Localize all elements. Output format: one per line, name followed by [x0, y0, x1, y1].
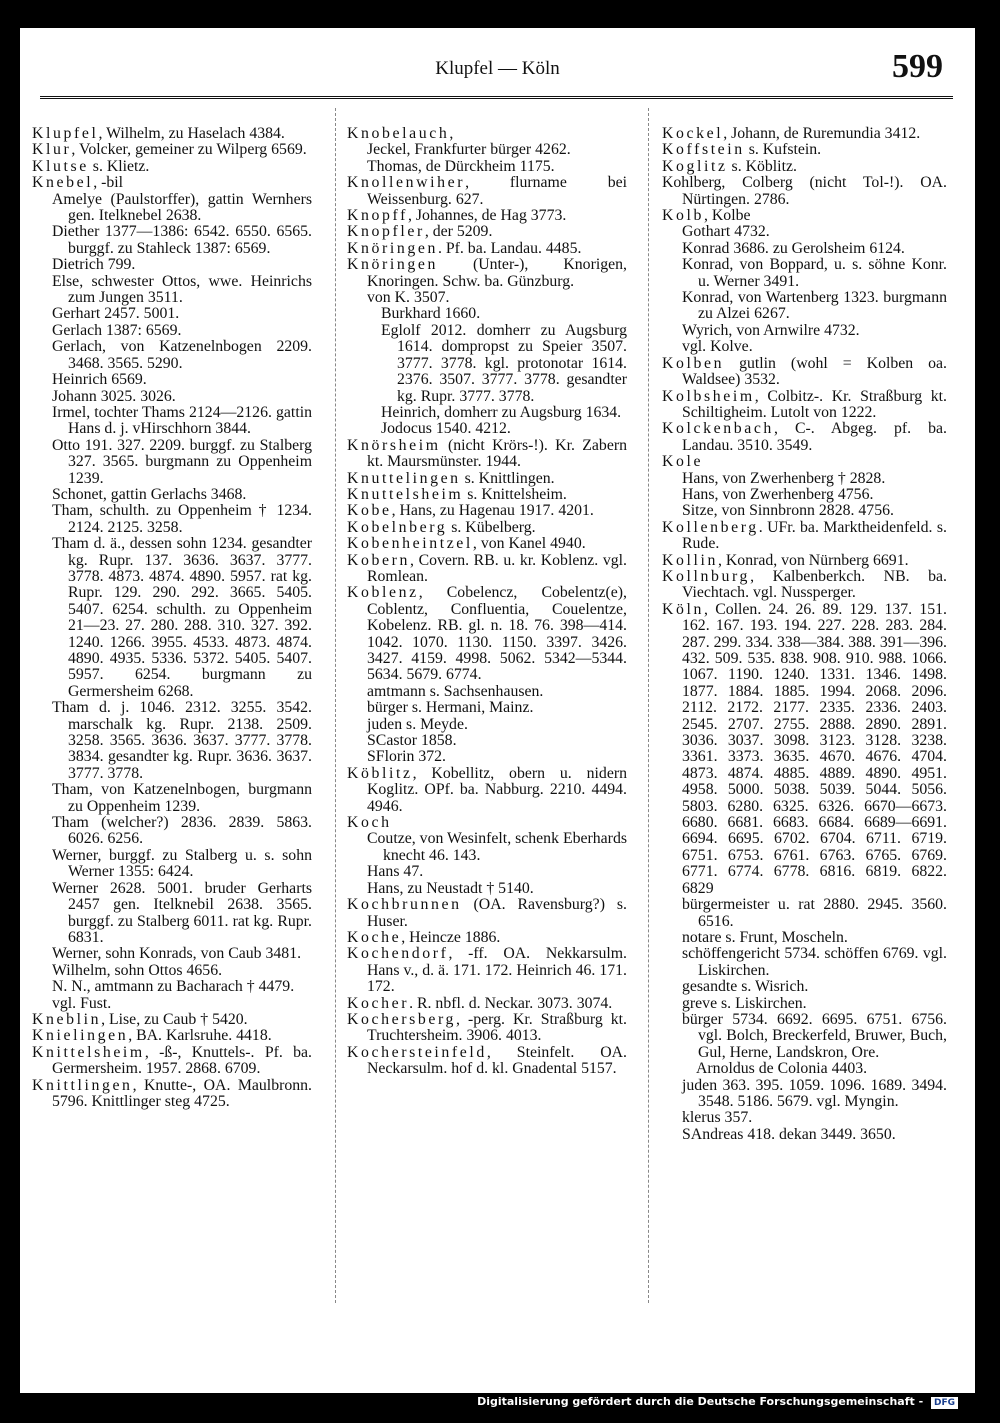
footer-text: Digitalisierung gefördert durch die Deutsche Forschungsgemeinschaft - [477, 1395, 924, 1408]
index-entry [347, 815, 627, 831]
index-entry [32, 946, 312, 962]
index-entry [662, 1127, 947, 1143]
entry-text: Schonet, gattin Gerlachs 3468. [52, 485, 247, 503]
index-entry [662, 1078, 947, 1111]
entry-text: Tham d. ä., dessen sohn 1234. gesandter kg. Rupr. 137. 3636. 3637. 3777. 3778. 4873. 4874. 4890. 5957. rat kg. Rupr. 129. 290. 292. 3665. 5405. 5407. 6254. schulth. zu Oppenheim 21—23. 27. 280. 288. 310. 327. 392. 1240. 1266. 3955. 4533. 4873. 4874. 4890. 4935. 5336. 5372. 5405. 5407. 5957. 6254. burgmann zu Germersheim 6268. [52, 535, 312, 700]
index-entry [662, 257, 947, 290]
entry-text: Dietrich 799. [52, 256, 136, 274]
entry-keyword: Knobelauch [347, 125, 450, 142]
index-entry [662, 339, 947, 355]
index-entry [662, 520, 947, 553]
index-entry [662, 356, 947, 389]
entry-keyword: Kochersteinfeld [347, 1043, 487, 1061]
index-entry [347, 405, 627, 421]
index-entry [32, 1012, 312, 1028]
index-entry [32, 1078, 312, 1111]
entry-text: klerus 357. [682, 1109, 753, 1127]
index-entry [347, 930, 627, 946]
entry-text: s. Kübelberg. [447, 518, 536, 536]
index-entry [32, 126, 312, 142]
entry-keyword: Kolbsheim [662, 387, 755, 405]
index-entry [347, 175, 627, 208]
entry-text: (OA. Ravensburg?) s. Huser. [367, 896, 627, 930]
entry-text: Amelye (Paulstorffer), gattin Wernhers gen. Itelknebel 2638. [52, 190, 312, 225]
entry-text: , Volcker, gemeiner zu Wilperg 6569. [71, 141, 307, 159]
entry-text: Tham (welcher?) 2836. 2839. 5863. 6026. 6256. [52, 814, 312, 848]
index-entry [347, 323, 627, 405]
index-entry [32, 881, 312, 947]
index-entry [347, 700, 627, 716]
entry-text: Werner, sohn Konrads, von Caub 3481. [52, 945, 302, 963]
entry-text: , -bil [93, 174, 124, 192]
entry-text: Thomas, de Dürckheim 1175. [367, 157, 555, 175]
index-entry [347, 438, 627, 471]
entry-text: , Steinfelt. OA. Neckarsulm. hof d. kl. Gnadental 5157. [367, 1043, 627, 1078]
entry-text: , C-. Abgeg. pf. ba. Landau. 3510. 3549. [682, 420, 947, 454]
entry-keyword: Klutse [32, 157, 89, 175]
column-separator [648, 108, 649, 1303]
entry-keyword: Kolckenbach [662, 420, 774, 438]
index-entry [662, 421, 947, 454]
entry-text: von K. 3507. [367, 289, 450, 307]
index-entry [32, 339, 312, 372]
entry-keyword: Knopfler [347, 223, 425, 241]
entry-text: , Kalbenberkch. NB. ba. Viechtach. vgl. Nussperger. [682, 567, 947, 602]
entry-text: Otto 191. 327. 2209. burggf. zu Stalberg 327. 3565. burgmann zu Oppenheim 1239. [52, 436, 312, 487]
entry-text: gutlin (wohl = Kolben oa. Waldsee) 3532. [682, 354, 947, 389]
entry-text: , der 5209. [424, 223, 493, 241]
entry-keyword: Koffstein [662, 141, 745, 159]
index-entry [662, 241, 947, 257]
page-number: 599 [892, 48, 943, 85]
index-entry [347, 536, 627, 552]
index-entry [662, 323, 947, 339]
index-entry [347, 503, 627, 519]
index-entry [32, 963, 312, 979]
entry-text: , Johann, de Ruremundia 3412. [723, 125, 921, 142]
index-entry [347, 733, 627, 749]
entry-keyword: Knuttelsheim [347, 485, 464, 503]
entry-keyword: Kochbrunnen [347, 896, 462, 914]
index-entry [347, 142, 627, 158]
index-entry [347, 749, 627, 765]
entry-keyword: Kolb [662, 207, 704, 225]
entry-keyword: Kocher [347, 994, 410, 1012]
entry-keyword: Kochersberg [347, 1010, 457, 1028]
index-entry [347, 520, 627, 536]
index-entry [32, 257, 312, 273]
entry-text: , Lise, zu Caub † 5420. [101, 1010, 248, 1028]
entry-text: Jodocus 1540. 4212. [381, 420, 511, 438]
index-entry [32, 142, 312, 158]
index-entry [662, 454, 947, 470]
index-entry [347, 766, 627, 815]
entry-text: , Knutte-, OA. Maulbronn. 5796. Knittlinger steg 4725. [52, 1076, 312, 1110]
index-entry [32, 815, 312, 848]
index-entry [347, 881, 627, 897]
entry-text: , [449, 125, 454, 142]
index-entry [347, 1012, 627, 1045]
index-entry [347, 897, 627, 930]
entry-text: , -ff. OA. Nekkarsulm. Hans v., d. ä. 171. 172. Heinrich 46. 171. 172. [367, 945, 627, 996]
index-entry [32, 323, 312, 339]
entry-text: SFlorin 372. [367, 748, 446, 766]
entry-text: Johann 3025. 3026. [52, 387, 176, 405]
entry-text: , Kobellitz, obern u. nidern Koglitz. OPf. ba. Nabburg. 2210. 4494. 4946. [367, 764, 627, 815]
entry-text: Gothart 4732. [682, 223, 770, 241]
entry-text: , Hans, zu Hagenau 1917. 4201. [391, 502, 594, 520]
index-entry [662, 553, 947, 569]
entry-text: amtmann s. Sachsenhausen. [367, 682, 544, 700]
entry-text: (Unter-), Knorigen, Knoringen. Schw. ba. Günzburg. [367, 256, 627, 290]
entry-keyword: Kolben [662, 354, 725, 372]
entry-text: Tham, von Katzenelnbogen, burgmann zu Oppenheim 1239. [52, 781, 312, 815]
index-entry [347, 306, 627, 322]
index-entry [32, 389, 312, 405]
entry-text: s. Knittlingen. [460, 469, 555, 487]
index-entry [347, 126, 627, 142]
entry-keyword: Knielingen [32, 1027, 129, 1045]
entry-text: . Pf. ba. Landau. 4485. [437, 239, 582, 257]
entry-text: Burkhard 1660. [381, 305, 481, 323]
entry-text: Coutze, von Wesinfelt, schenk Eberhards knecht 46. 143. [367, 830, 627, 864]
index-column-1 [32, 126, 312, 1110]
index-entry [32, 405, 312, 438]
entry-text: Eglolf 2012. domherr zu Augsburg 1614. dompropst zu Speier 3507. 3777. 3778. kgl. protonotar 1614. 2376. 3507. 3777. 3778. gesandter kg. Rupr. 3777. 3778. [381, 321, 627, 405]
entry-text: vgl. Kolve. [682, 338, 753, 356]
index-entry [32, 192, 312, 225]
index-entry [662, 1110, 947, 1126]
entry-text: Hans, von Zwerhenberg 4756. [682, 485, 874, 503]
entry-text: Heinrich, domherr zu Augsburg 1634. [381, 403, 622, 421]
index-entry [662, 142, 947, 158]
index-column-3 [662, 126, 947, 1143]
entry-keyword: Kobelnberg [347, 518, 448, 536]
entry-text: bürger 5734. 6692. 6695. 6751. 6756. vgl. Bolch, Breckerfeld, Bruwer, Buch, Gul, Herne, Landskron, Ore. [682, 1010, 947, 1061]
index-entry [32, 848, 312, 881]
entry-text: Arnoldus de Colonia 4403. [696, 1060, 868, 1078]
entry-keyword: Köblitz [347, 764, 413, 782]
entry-text: juden 363. 395. 1059. 1096. 1689. 3494. 3548. 5186. 5679. vgl. Myngin. [682, 1076, 947, 1110]
index-entry [32, 306, 312, 322]
entry-text: , Wilhelm, zu Haselach 4384. [98, 125, 285, 142]
entry-text: Kohlberg, Colberg (nicht Tol-!). OA. Nürtingen. 2786. [662, 174, 947, 208]
index-entry [347, 241, 627, 257]
entry-text: Heinrich 6569. [52, 371, 147, 389]
entry-text: Konrad, von Boppard, u. s. söhne Konr. u. Werner 3491. [682, 256, 947, 290]
entry-keyword: Knörsheim [347, 436, 441, 454]
entry-keyword: Kobenheintzel [347, 535, 473, 553]
entry-keyword: Kobern [347, 551, 410, 569]
index-column-2 [347, 126, 627, 1078]
entry-keyword: Kobe [347, 502, 392, 520]
index-entry [347, 1045, 627, 1078]
index-entry [32, 159, 312, 175]
entry-text: , -perg. Kr. Straßburg kt. Truchtersheim. 3906. 4013. [367, 1010, 627, 1045]
entry-keyword: Kneblin [32, 1010, 102, 1028]
index-entry [347, 224, 627, 240]
index-entry [347, 487, 627, 503]
entry-text: Tham, schulth. zu Oppenheim † 1234. 2124. 2125. 3258. [52, 502, 312, 536]
index-entry [32, 503, 312, 536]
index-entry [347, 585, 627, 683]
entry-text: SAndreas 418. dekan 3449. 3650. [682, 1125, 896, 1143]
entry-keyword: Knittelsheim [32, 1043, 145, 1061]
index-entry [347, 717, 627, 733]
index-entry [662, 290, 947, 323]
index-entry [662, 569, 947, 602]
index-entry [347, 159, 627, 175]
entry-keyword: Klur [32, 141, 72, 159]
entry-text: Werner 2628. 5001. bruder Gerharts 2457 gen. Itelknebil 2638. 3565. burggf. zu Stalberg 6011. rat kg. Rupr. 6831. [52, 879, 312, 946]
entry-text: Wilhelm, sohn Ottos 4656. [52, 961, 223, 979]
index-entry [347, 553, 627, 586]
index-entry [347, 471, 627, 487]
entry-keyword: Knittlingen [32, 1076, 133, 1094]
index-entry [347, 290, 627, 306]
index-entry [662, 126, 947, 142]
entry-text: , Collen. 24. 26. 89. 129. 137. 151. 162. 167. 193. 194. 227. 228. 283. 284. 287. 299. 334. 338—384. 388. 391—396. 432. 509. 535. 838. 908. 910. 988. 1066. 1067. 1190. 1240. 1331. 1346. 1498. 1877. 1884. 1885. 1994. 2068. 2096. 2112. 2172. 2177. 2335. 2336. 2403. 2545. 2707. 2755. 2888. 2890. 2891. 3036. 3037. 3098. 3123. 3128. 3238. 3361. 3373. 3635. 4670. 4676. 4704. 4873. 4874. 4885. 4889. 4890. 4951. 4958. 5000. 5038. 5039. 5044. 5056. 5803. 6280. 6325. 6326. 6670—6673. 6680. 6681. 6683. 6684. 6689—6691. 6694. 6695. 6702. 6704. 6711. 6719. 6751. 6753. 6761. 6763. 6765. 6769. 6771. 6774. 6778. 6816. 6819. 6822. 6829 [682, 600, 947, 897]
entry-text: vgl. Fust. [52, 994, 112, 1012]
index-entry [662, 996, 947, 1012]
entry-keyword: Kollin [662, 551, 718, 569]
entry-text: Jeckel, Frankfurter bürger 4262. [367, 141, 571, 159]
entry-text: Hans 47. [367, 863, 424, 881]
index-entry [347, 684, 627, 700]
entry-text: Konrad, von Wartenberg 1323. burgmann zu Alzei 6267. [682, 289, 947, 323]
index-entry [32, 979, 312, 995]
entry-keyword: Kochendorf [347, 945, 449, 963]
entry-text: . R. nbfl. d. Neckar. 3073. 3074. [409, 994, 613, 1012]
entry-text: Hans, zu Neustadt † 5140. [367, 879, 534, 897]
entry-text: gesandte s. Wisrich. [682, 978, 809, 996]
index-entry [662, 602, 947, 897]
entry-keyword: Klupfel [32, 125, 99, 142]
entry-text: SCastor 1858. [367, 732, 457, 750]
index-entry [662, 487, 947, 503]
index-entry [662, 979, 947, 995]
entry-text: N. N., amtmann zu Bacharach † 4479. [52, 978, 295, 996]
entry-text: (nicht Krörs-!). Kr. Zabern kt. Maursmünster. 1944. [367, 436, 627, 471]
index-entry [32, 438, 312, 487]
entry-text: s. Klietz. [88, 157, 150, 175]
entry-keyword: Kockel [662, 125, 724, 142]
index-entry [662, 159, 947, 175]
index-entry [662, 503, 947, 519]
entry-text: , Colbitz-. Kr. Straßburg kt. Schiltigheim. Lutolt von 1222. [682, 387, 947, 421]
entry-keyword: Kollnburg [662, 567, 751, 585]
index-entry [662, 471, 947, 487]
entry-text: s. Kufstein. [744, 141, 822, 159]
entry-keyword: Knollenwiher [347, 174, 466, 192]
index-entry [347, 831, 627, 864]
entry-keyword: Koblenz [347, 584, 419, 602]
entry-text: Sitze, von Sinnbronn 2828. 4756. [682, 502, 894, 520]
entry-keyword: Knöringen [347, 256, 438, 274]
index-entry [347, 996, 627, 1012]
entry-text: Werner, burggf. zu Stalberg u. s. sohn Werner 1355: 6424. [52, 846, 312, 881]
entry-keyword: Knuttelingen [347, 469, 461, 487]
entry-text: juden s. Meyde. [367, 715, 468, 733]
index-entry [32, 175, 312, 191]
entry-keyword: Knebel [32, 174, 94, 192]
entry-text: Diether 1377—1386: 6542. 6550. 6565. burggf. zu Stahleck 1387: 6569. [52, 223, 312, 257]
entry-text: bürger s. Hermani, Mainz. [367, 699, 534, 717]
index-entry [32, 536, 312, 700]
entry-text: s. Knittelsheim. [463, 485, 567, 503]
index-entry [347, 257, 627, 290]
entry-text: Gerhart 2457. 5001. [52, 305, 180, 323]
index-entry [662, 930, 947, 946]
entry-keyword: Knopff [347, 207, 408, 225]
index-entry [662, 224, 947, 240]
index-entry [347, 864, 627, 880]
index-entry [662, 1061, 947, 1077]
index-entry [32, 372, 312, 388]
entry-text: , Johannes, de Hag 3773. [407, 207, 567, 225]
running-header-title: Klupfel — Köln [435, 58, 560, 79]
book-page [20, 28, 975, 1393]
entry-keyword: Köln [662, 600, 704, 618]
entry-text: Hans, von Zwerhenberg † 2828. [682, 469, 886, 487]
entry-text: bürgermeister u. rat 2880. 2945. 3560. 6516. [682, 896, 947, 930]
entry-text: , -ß-, Knuttels-. Pf. ba. Germersheim. 1957. 2868. 6709. [52, 1043, 312, 1078]
entry-text: , Covern. RB. u. kr. Koblenz. vgl. Romlean. [367, 551, 627, 585]
entry-text: , Kolbe [704, 207, 751, 225]
header-rule [40, 96, 953, 99]
entry-text: Konrad 3686. zu Gerolsheim 6124. [682, 239, 905, 257]
index-entry [32, 487, 312, 503]
entry-text: , von Kanel 4940. [472, 535, 586, 553]
entry-keyword: Knöringen [347, 239, 438, 257]
entry-text: . UFr. ba. Marktheidenfeld. s. Rude. [682, 518, 947, 553]
entry-keyword: Koche [347, 928, 402, 946]
dfg-logo: DFG [931, 1397, 958, 1409]
entry-text: greve s. Liskirchen. [682, 994, 807, 1012]
entry-text: Tham d. j. 1046. 2312. 3255. 3542. marschalk kg. Rupr. 2138. 2509. 3258. 3565. 3636. 3637. 3777. 3778. 3834. gesandter kg. Rupr. 3636. 3637. 3777. 3778. [52, 699, 312, 782]
column-separator [335, 108, 336, 1303]
index-entry [32, 274, 312, 307]
entry-text: Else, schwester Ottos, wwe. Heinrichs zum Jungen 3511. [52, 272, 312, 307]
entry-text: , flurname bei Weissenburg. 627. [367, 174, 627, 208]
index-entry [662, 946, 947, 979]
index-entry [32, 996, 312, 1012]
index-entry [32, 224, 312, 257]
entry-text: , Heincze 1886. [401, 928, 501, 946]
digitization-footer [0, 1395, 1000, 1417]
entry-text: , BA. Karlsruhe. 4418. [128, 1027, 272, 1045]
entry-text: Gerlach, von Katzenelnbogen 2209. 3468. 3565. 5290. [52, 338, 312, 372]
entry-text: Wyrich, von Arnwilre 4732. [682, 321, 860, 339]
entry-keyword: Koglitz [662, 157, 728, 175]
entry-keyword: Koch [347, 814, 392, 832]
index-entry [662, 175, 947, 208]
index-entry [662, 1012, 947, 1061]
entry-text: s. Köblitz. [727, 157, 797, 175]
entry-text: , Konrad, von Nürnberg 6691. [717, 551, 909, 569]
index-entry [347, 208, 627, 224]
entry-text: notare s. Frunt, Moscheln. [682, 928, 848, 946]
entry-text: schöffengericht 5734. schöffen 6769. vgl. Liskirchen. [682, 945, 947, 979]
entry-keyword: Kole [662, 453, 704, 471]
index-entry [662, 389, 947, 422]
index-entry [32, 1045, 312, 1078]
index-entry [347, 421, 627, 437]
index-entry [32, 700, 312, 782]
entry-text: Gerlach 1387: 6569. [52, 321, 182, 339]
index-entry [32, 782, 312, 815]
index-entry [32, 1028, 312, 1044]
index-entry [347, 946, 627, 995]
entry-text: Irmel, tochter Thams 2124—2126. gattin Hans d. j. vHirschhorn 3844. [52, 403, 312, 438]
entry-text: , Cobelencz, Cobelentz(e), Coblentz, Confluentia, Couelentze, Kobelenz. RB. gl. n. 18. 76. 398—414. 1042. 1070. 1130. 1150. 3397. 3426. 3427. 4159. 4998. 5062. 5342—5344. 5634. 5679. 6774. [367, 584, 627, 684]
index-entry [662, 897, 947, 930]
index-entry [662, 208, 947, 224]
entry-keyword: Kollenberg [662, 518, 759, 536]
